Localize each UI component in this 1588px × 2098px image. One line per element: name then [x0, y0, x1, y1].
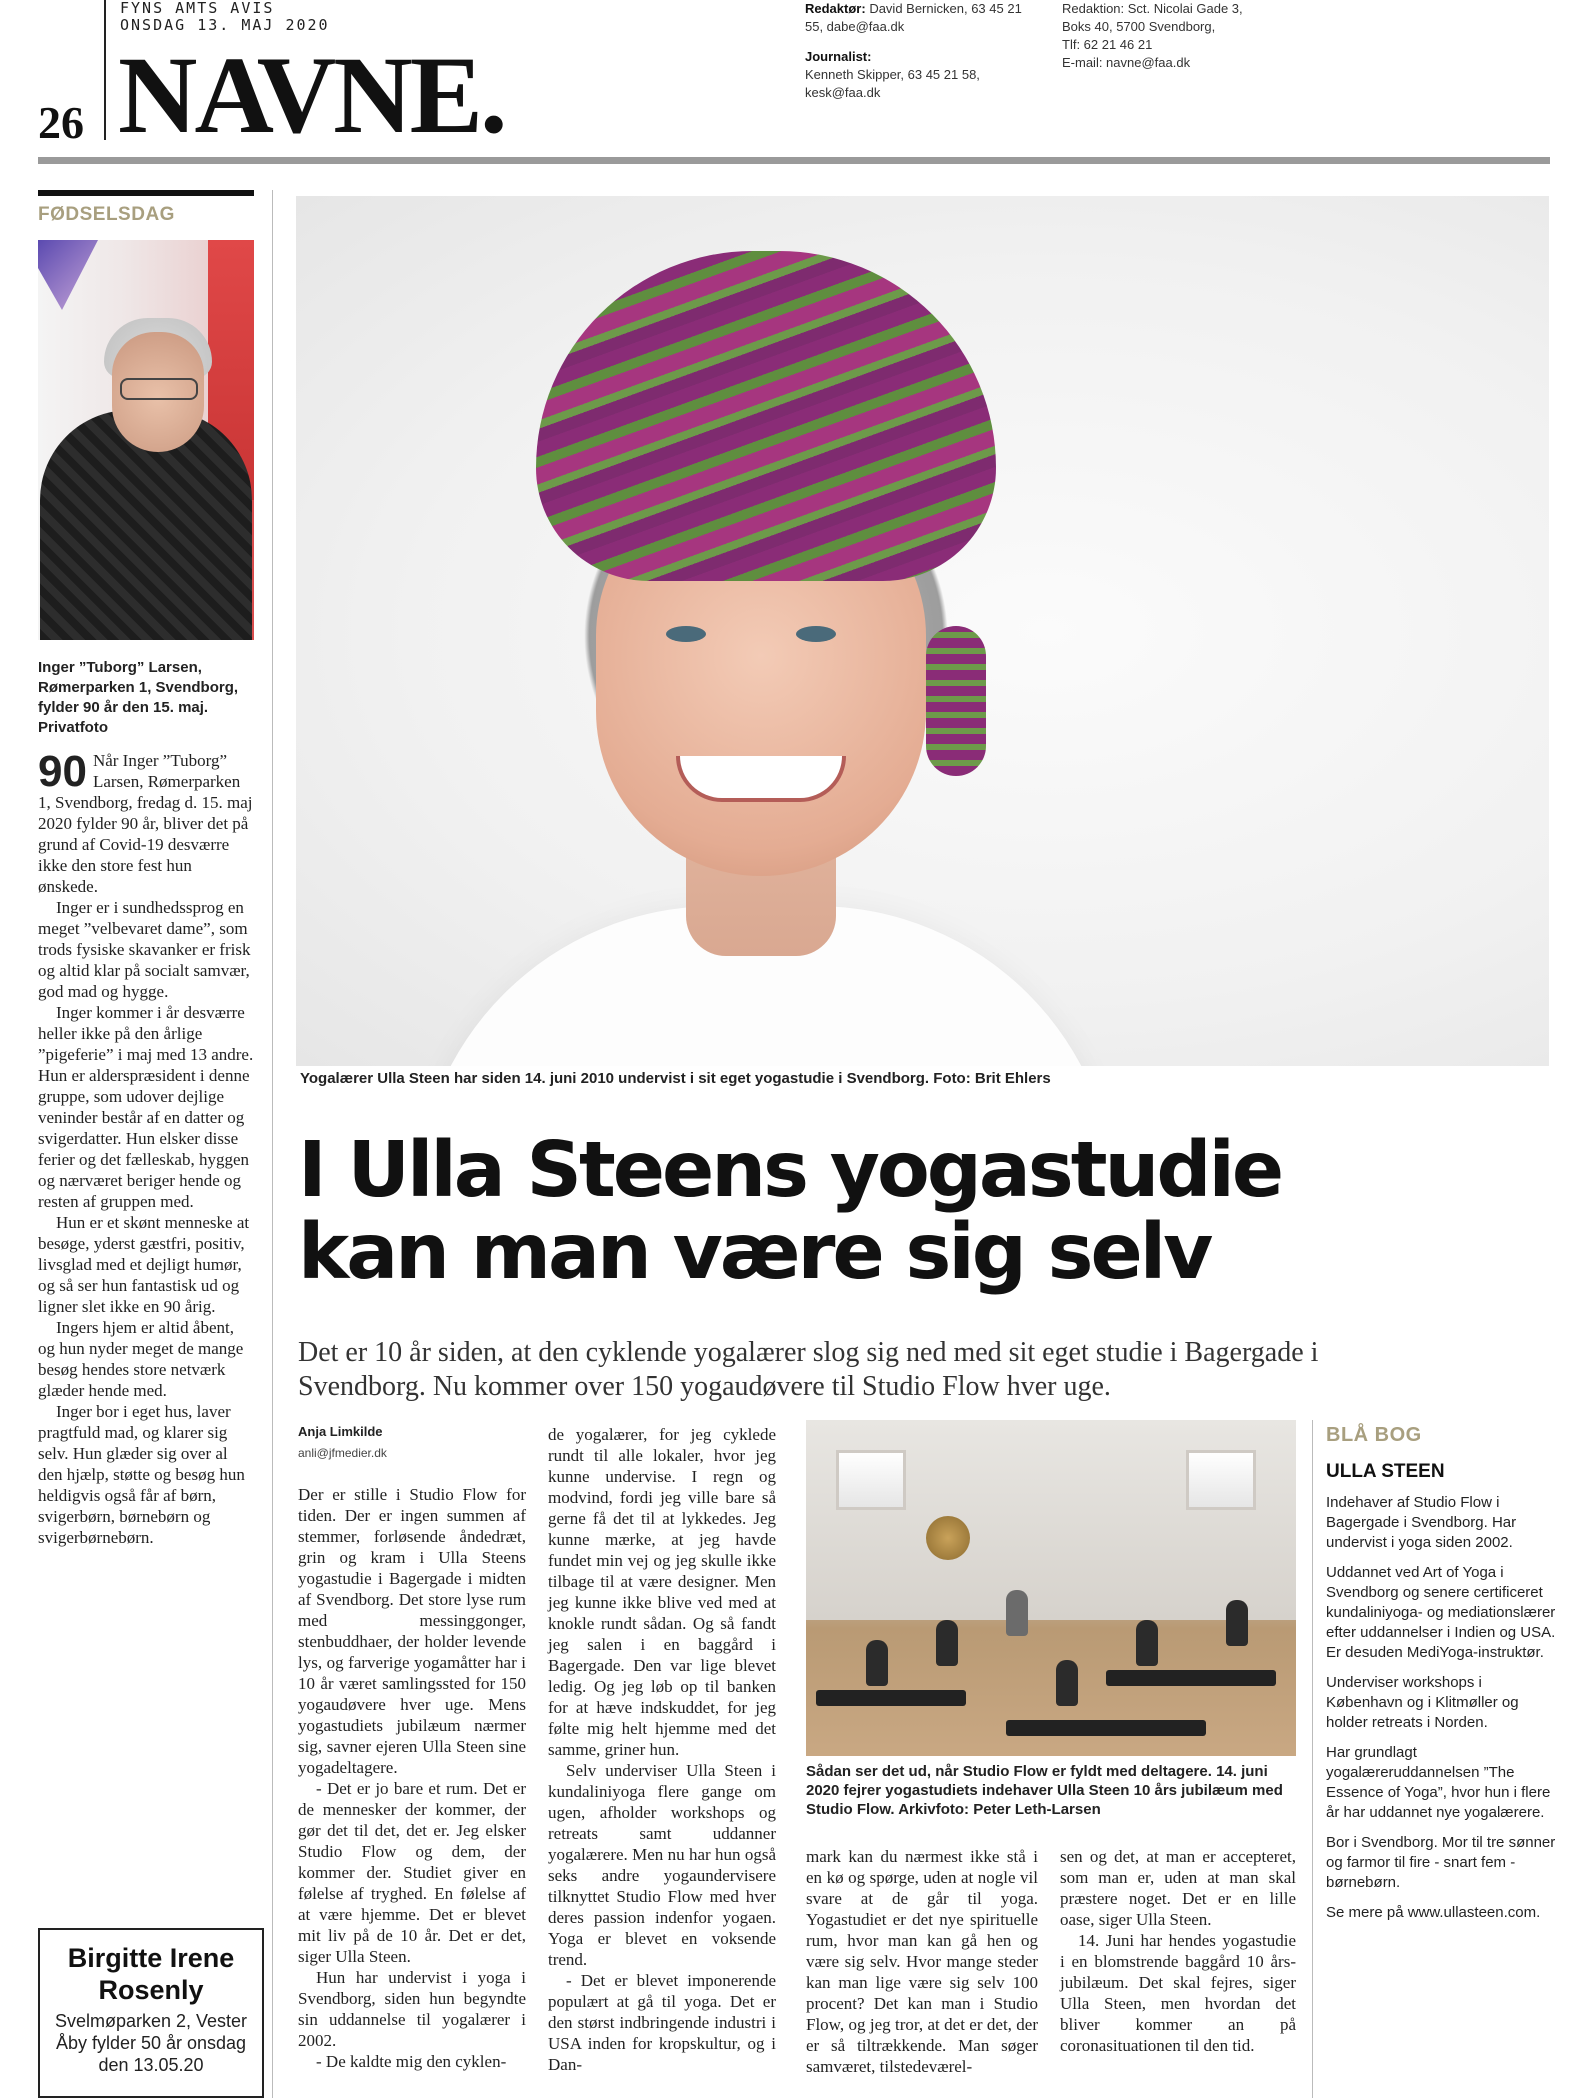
blue-book-item: Har grundlagt yogalæreruddannelsen ”The Essence of Yoga”, hvor hun i flere år har uddannet nye yogalærere.	[1326, 1744, 1551, 1821]
article-p3: Hun har undervist i yoga i Svendborg, siden hun begyndte sin uddannelse til yogalærer i 2002.	[298, 1968, 526, 2050]
birthday-age: 90	[38, 747, 87, 796]
birthday-notice-box	[38, 1928, 264, 2098]
studio-photo-caption: Sådan ser det ud, når Studio Flow er fyldt med deltagere. 14. juni 2020 fejrer yogastudiets indehaver Ulla Steen 10 års jubilæum med Studio Flow. Arkivfoto: Peter Leth-Larsen	[806, 1763, 1283, 1818]
article-p9: sen og det, at man er accepteret, som man er, uden at man skal præstere noget. Det er en lille oase, siger Ulla Steen.	[1060, 1847, 1296, 1929]
blue-book-item: Bor i Svendborg. Mor til tre sønner og farmor til fire - snart fem - børnebørn.	[1326, 1834, 1556, 1891]
editorial-address	[1062, 0, 1243, 72]
page-number: 26	[38, 97, 84, 148]
header-rule	[38, 157, 1550, 164]
address-line2: Boks 40, 5700 Svendborg,	[1062, 19, 1216, 34]
masthead	[120, 0, 330, 34]
blue-book-item: Underviser workshops i København og i Klitmøller og holder retreats i Norden.	[1326, 1674, 1519, 1731]
article-column-1	[298, 1484, 526, 2072]
header-divider	[104, 0, 106, 140]
article-p7: - Det er blevet imponerende populært at gå til yoga. Det er den størst indbringende industri i USA inden for kropskultur, og i Dan-	[548, 1971, 776, 2074]
editor-label: Redaktør:	[805, 1, 866, 16]
article-subheading: Det er 10 år siden, at den cyklende yogalærer slog sig ned med sit eget studie i Bagergade i Svendborg. Nu kommer over 150 yogaudøvere til Studio Flow hver uge.	[298, 1337, 1319, 1402]
journalist-line1: Kenneth Skipper, 63 45 21 58,	[805, 67, 980, 82]
article-p1: Der er stille i Studio Flow for tiden. Der er ingen summen af stemmer, forløsende åndedræt, grin og kram i Ulla Steens yogastudie i Bagergade i midten af Svendborg. Det store lyse rum med messinggonger, stenbuddhaer, der holder levende lys, og farverige yogamåtter har i 10 år været samlingssted for 150 yogaudøvere hver uge. Mens yogastudiets jubilæum nærmer sig, savner ejeren Ulla Steen sine yogadeltagere.	[298, 1485, 526, 1777]
address-line4: E-mail: navne@faa.dk	[1062, 55, 1191, 70]
address-line3: Tlf: 62 21 46 21	[1062, 37, 1153, 52]
studio-class-photo	[806, 1420, 1296, 1756]
headline-line1: I Ulla Steens yogastudie	[298, 1126, 1282, 1215]
address-line1: Redaktion: Sct. Nicolai Gade 3,	[1062, 1, 1243, 16]
article-column-3	[806, 1846, 1038, 2077]
blue-book-label: BLÅ BOG	[1326, 1424, 1422, 1446]
article-column-2	[548, 1424, 776, 2075]
byline-email: anli@jfmedier.dk	[298, 1446, 387, 1460]
blue-book-divider	[1312, 1420, 1313, 2098]
journalist-line2: kesk@faa.dk	[805, 85, 881, 100]
blue-book-item: Indehaver af Studio Flow i Bagergade i Svendborg. Har undervist i yoga siden 2002.	[1326, 1494, 1517, 1551]
article-p4: - De kaldte mig den cyklen-	[316, 2052, 507, 2071]
section-label-birthday: FØDSELSDAG	[38, 204, 175, 225]
blue-book-website[interactable]: Se mere på www.ullasteen.com.	[1326, 1904, 1541, 1921]
birthday-p5: Ingers hjem er altid åbent, og hun nyder meget de mange besøg hendes store netværk glæder hende med.	[38, 1318, 244, 1400]
editor-contact	[805, 0, 1022, 102]
issue-date: ONSDAG 13. MAJ 2020	[120, 16, 330, 34]
birthday-photo-caption: Inger ”Tuborg” Larsen, Rømerparken 1, Svendborg, fylder 90 år den 15. maj. Privatfoto	[38, 659, 239, 736]
birthday-p2: Inger er i sundhedssprog en meget ”velbevaret dame”, som trods fysiske skavanker er frisk og altid klar på socialt samvær, god mad og hygge.	[38, 898, 251, 1001]
blue-book-item: Uddannet ved Art of Yoga i Svendborg og senere certificeret kundaliniyoga- og mediationslærer efter uddannelser i Indien og USA. Er desuden MediYoga-instruktør.	[1326, 1564, 1556, 1661]
byline: Anja Limkilde	[298, 1424, 383, 1439]
birthday-p6: Inger bor i eget hus, laver pragtfuld mad, og klarer sig selv. Hun glæder sig over al den hjælp, støtte og besøg hun heldigvis også får af børn, svigerbørn, børnebørn og svigerbørnebørn.	[38, 1402, 245, 1547]
birthday-portrait-photo	[38, 240, 254, 640]
paper-name: FYNS AMTS AVIS	[120, 0, 275, 17]
article-p8: mark kan du nærmest ikke stå i en kø og spørge, uden at nogle vil svare at de går til yoga. Yogastudiet er det nye spirituelle rum, hvor man kan gå hen og være sig selv. Hvor mange steder kan man lige være sig selv 100 procent? Det kan man i Studio Flow, og jeg tror, at det er det, der er så tiltrækkende. Man søger samværet, tilstedeværel-	[806, 1847, 1038, 2076]
birthday-column	[38, 190, 254, 1548]
journalist-label: Journalist:	[805, 49, 872, 64]
column-divider	[272, 190, 273, 2098]
editor-line1: David Bernicken, 63 45 21	[869, 1, 1022, 16]
birthday-notice-name: Birgitte Irene Rosenly	[67, 1943, 235, 2005]
birthday-p3: Inger kommer i år desværre heller ikke på den årlige ”pigeferie” i maj med 13 andre. Hun er alderspræsident i denne gruppe, som udover dejlige veninder består af en datter og svigerdatter. Hun elsker disse ferier og det fælleskab, hyggen og nærværet beriger hende og resten af gruppen med.	[38, 1003, 254, 1211]
main-photo-caption: Yogalærer Ulla Steen har siden 14. juni 2010 undervist i sit eget yogastudie i Svendborg. Foto: Brit Ehlers	[300, 1070, 1051, 1087]
section-title: NAVNE.	[118, 34, 505, 156]
blue-book-box	[1326, 1424, 1556, 1923]
birthday-notice-text: Svelmøparken 2, Vester Åby fylder 50 år onsdag den 13.05.20	[54, 2011, 248, 2075]
birthday-p4: Hun er et skønt menneske at besøge, yderst gæstfri, positiv, livsglad med et dejligt humør, og så ser hun fantastisk ud og ligner slet ikke en 90 årig.	[38, 1213, 250, 1316]
blue-book-name: ULLA STEEN	[1326, 1461, 1445, 1482]
article-column-4	[1060, 1846, 1296, 2056]
article-p10: 14. Juni har hendes yogastudie i en blomstrende baggård 10 års-jubilæum. Det skal fejres, siger Ulla Steen, men hvordan det bliver kommer an på coronasituationen til den tid.	[1060, 1931, 1296, 2055]
main-article-photo	[296, 196, 1549, 1066]
birthday-p1: Når Inger ”Tuborg” Larsen, Rømerparken 1, Svendborg, fredag d. 15. maj 2020 fylder 90 år, bliver det på grund af Covid-19 desværre ikke den store fest hun ønskede.	[38, 751, 253, 896]
editor-line2: 55, dabe@faa.dk	[805, 19, 905, 34]
article-headline	[298, 1126, 1358, 1297]
birthday-text	[38, 747, 254, 1548]
article-p5: de yogalærer, for jeg cyklede rundt til alle lokaler, hvor jeg kunne undervise. I regn og modvind, fordi jeg ville bare så gerne få det til at lykkedes. Jeg kunne mærke, at jeg havde fundet min vej og jeg skulle ikke tilbage til at være designer. Men jeg kunne ikke blive ved med at knokle rundt sådan. Og så fandt jeg salen i en baggård i Bagergade. Den var lige blevet ledig. Og jeg løb op til banken for at hæve indskuddet, for jeg følte mig helt hjemme med det samme, griner hun.	[548, 1425, 776, 1759]
column-rule	[38, 190, 254, 196]
article-p6: Selv underviser Ulla Steen i kundaliniyoga flere gange om ugen, afholder workshops og retreats samt uddanner yogalærere. Men nu har hun også seks andre yogaundervisere tilknyttet Studio Flow med hver deres passion indenfor yogaen. Yoga er blevet en voksende trend.	[548, 1761, 776, 1969]
headline-line2: kan man være sig selv	[298, 1208, 1211, 1297]
article-p2: - Det er jo bare et rum. Det er de mennesker der kommer, der gør det til det, det er. Jeg elsker Studio Flow og dem, der kommer der. Studiet giver en følelse af tryghed. En følelse af at være hjemme. Det er blevet mit liv på de 10 år. Det er det, siger Ulla Steen.	[298, 1779, 526, 1966]
